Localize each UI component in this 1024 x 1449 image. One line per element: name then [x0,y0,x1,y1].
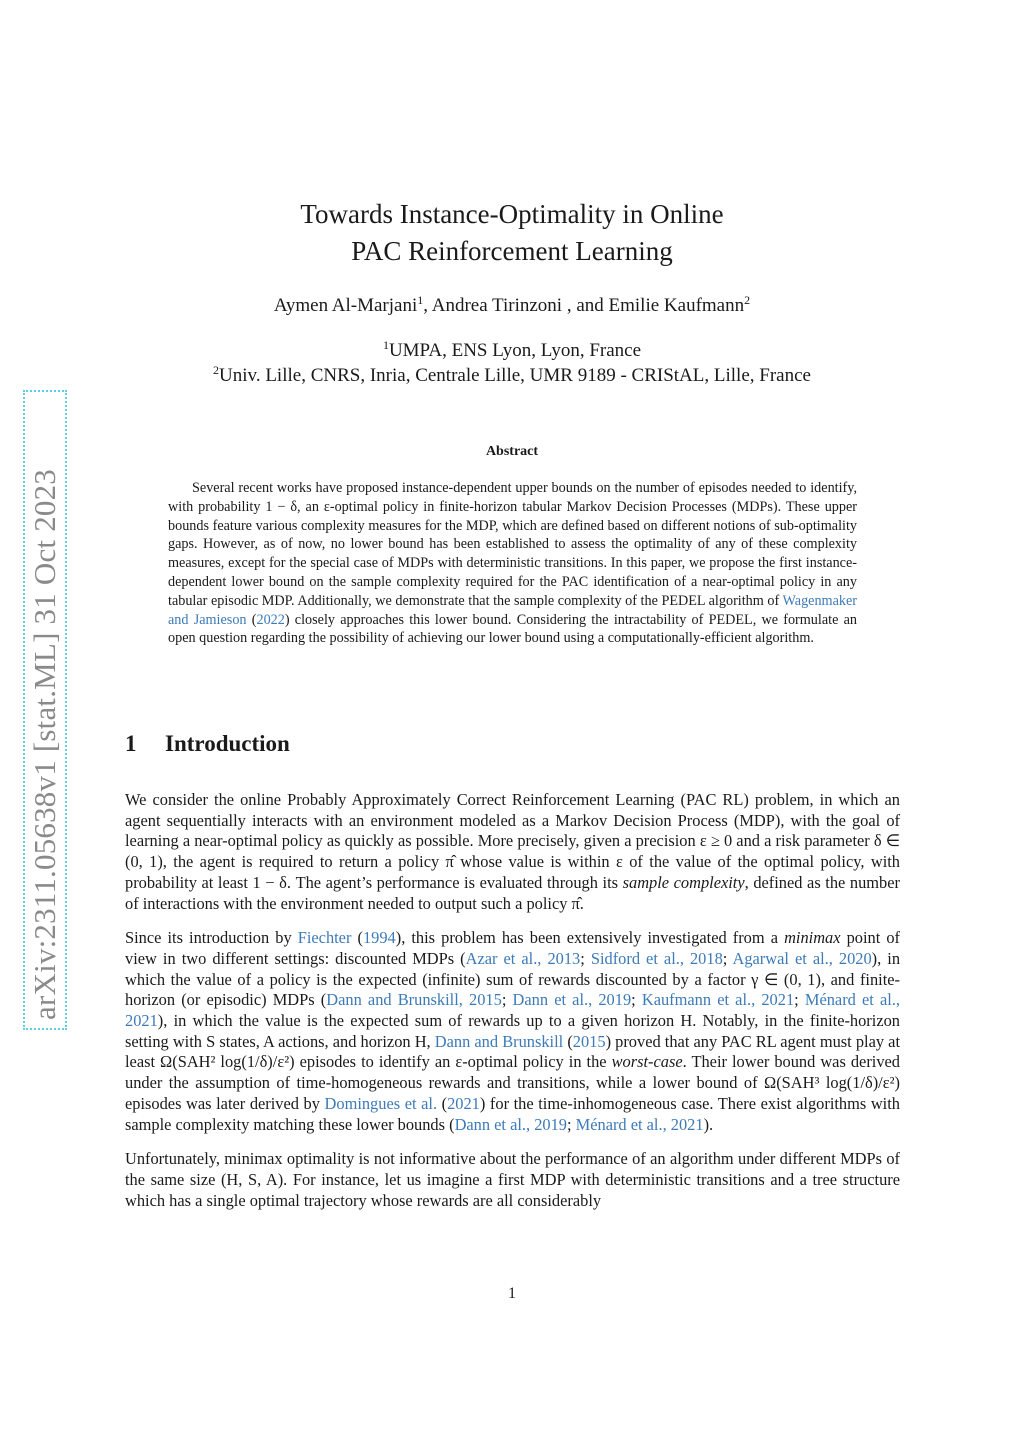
citation-link[interactable]: Sidford et al., 2018 [590,948,723,968]
emphasis: worst-case [611,1052,683,1072]
author-name: Aymen Al-Marjani [273,295,418,316]
affiliation-text: Univ. Lille, CNRS, Inria, Centrale Lille, UMR 9189 - CRIStAL, Lille, France [219,365,811,386]
citation-link[interactable]: 2015 [572,1031,606,1051]
citation-link[interactable]: Dann and Brunskill, 2015 [326,990,502,1010]
emphasis: minimax [784,928,841,948]
title-line-2: PAC Reinforcement Learning [351,236,673,266]
page-number: 1 [508,1285,516,1302]
abstract-text-part: Several recent works have proposed instance-dependent upper bounds on the number of episodes needed to identify, with probability 1 − δ, an ε-optimal policy in finite-horizon tabular Markov Decision Processes (MDPs). These upper bounds feature various complexity measures for the MDP, which are defined based on different notions of sub-optimality gaps. However, as of now, no lower bound has been established to assess the optimality of any of these complexity measures, except for the special case of MDPs with deterministic transitions. In this paper, we propose the first instance-dependent lower bound on the sample complexity required for the PAC identification of a near-optimal policy in any tabular episodic MDP. Additionally, we demonstrate that the sample complexity of the PEDEL algorithm of [168,480,857,609]
affiliation-mark: 1 [382,338,389,352]
text-run: We consider the online Probably Approximately Correct Reinforcement Learning (PAC RL) problem, in which an agent sequentially interacts with an environment modeled as a Markov Decision Process (MDP), with the goal of learning a near-optimal policy as quickly as possible. More precisely, given a precision ε ≥ 0 and a risk parameter δ ∈ (0, 1), the agent is required to return a policy π̂ whose value is within ε of the value of the optimal policy, with probability at least 1 − δ. The agent’s performance is evaluated through its [125,790,900,892]
citation-link[interactable]: Ménard et al., 2021 [575,1114,704,1134]
text-run: . Their lower bound was derived under the assumption of time-homogeneous rewards and transitions, while a lower bound of Ω(SAH³ log(1/δ)/ε²) episodes was later derived by [125,1052,900,1113]
author-list [0,295,1024,317]
text-run: ) for the time-inhomogeneous case. There exist algorithms with sample complexity matching these lower bounds ( [125,1093,900,1134]
text-run: ), in which the value of a policy is the expected (infinite) sum of rewards discounted by a factor γ ∈ (0, 1), and finite-horizon (or episodic) MDPs ( [125,948,901,1010]
paragraph: Unfortunately, minimax optimality is not informative about the performance of an algorithm under different MDPs of the same size (H, S, A). For instance, let us imagine a first MDP with deterministic transitions and a tree structure which has a single optimal trajectory whose rewards are all considerably [125,1149,900,1210]
text-run: , defined as the number of interactions with the environment needed to output such a policy π̂. [125,872,900,913]
citation-link[interactable]: 2021 [447,1093,480,1113]
affiliation-line [0,363,1024,388]
section-number: 1 [125,731,137,756]
abstract-text-part: ( [246,611,257,628]
affiliation-line [0,338,1024,363]
text-run: ; [580,948,591,968]
author-affiliation-mark: 2 [744,293,751,307]
section-title: Introduction [165,731,290,756]
paper-title [0,196,1024,270]
text-run: point of view in two different settings: discounted MDPs ( [125,928,901,968]
text-run: ; [567,1114,576,1134]
affiliation-text: UMPA, ENS Lyon, Lyon, France [388,340,642,361]
paragraph [125,790,900,914]
text-run: ( [437,1093,448,1113]
affiliation-mark: 2 [213,363,220,377]
text-run: ), this problem has been extensively investigated from a [395,928,785,948]
citation-link[interactable]: Ménard et al., 2021 [125,990,901,1031]
author-affiliation-mark: 1 [417,293,424,307]
citation-link[interactable]: 1994 [362,928,396,948]
affiliations [0,338,1024,388]
title-line-1: Towards Instance-Optimality in Online [300,199,724,229]
citation-link[interactable]: Dann et al., 2019 [454,1114,567,1134]
citation-link[interactable]: Agarwal et al., 2020 [732,948,872,968]
citation-link[interactable]: Dann et al., 2019 [512,990,632,1010]
text-run: ( [351,928,363,948]
citation-link[interactable]: Fiechter [297,928,352,948]
text-run: ). [703,1114,714,1134]
text-run: ) proved that any PAC RL agent must play at least Ω(SAH² log(1/δ)/ε²) episodes to identify an ε-optimal policy in the [125,1031,901,1072]
citation-link[interactable]: Azar et al., 2013 [465,948,581,968]
author-names-rest: , Andrea Tirinzoni , and Emilie Kaufmann [423,295,745,316]
paragraph [125,928,900,1135]
text-run: ; [794,990,805,1010]
abstract-text-part: ) closely approaches this lower bound. Considering the intractability of PEDEL, we formulate an open question regarding the possibility of achieving our lower bound using a computationally-efficient algorithm. [168,611,857,647]
abstract-text [168,479,857,648]
text-run: ), in which the value is the expected sum of rewards up to a given horizon H. Notably, in the finite-horizon setting with S states, A actions, and horizon H, [125,1011,900,1051]
text-run: ( [563,1031,573,1051]
citation-link[interactable]: Dann and Brunskill [434,1031,564,1051]
arxiv-identifier-stamp: arXiv:2311.05638v1 [stat.ML] 31 Oct 2023 [23,390,67,1030]
text-run: ; [501,990,513,1010]
body-text [125,790,900,1225]
text-run: Since its introduction by [125,928,298,948]
citation-link[interactable]: Kaufmann et al., 2021 [641,990,795,1010]
section-heading [125,731,290,757]
text-run: ; [631,990,642,1010]
abstract-heading: Abstract [485,444,539,459]
text-run: ; [722,948,733,968]
citation-year-link[interactable]: 2022 [256,611,285,628]
citation-link[interactable]: Wagenmaker and Jamieson [168,592,857,628]
citation-link[interactable]: Domingues et al. [324,1093,438,1113]
emphasis: sample complexity [622,872,745,892]
